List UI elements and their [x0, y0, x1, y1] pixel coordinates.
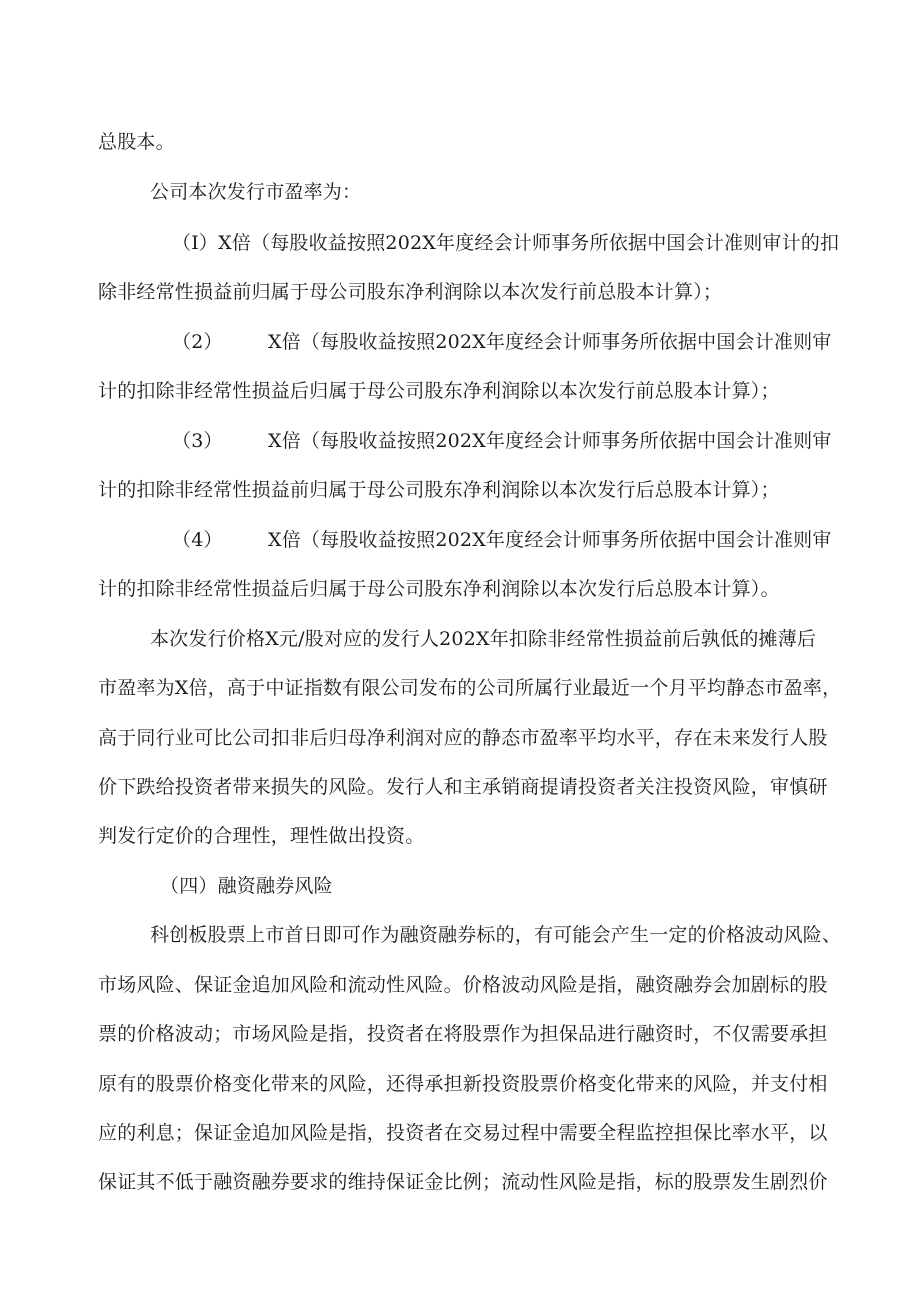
list-item-1-line: （I）X倍（每股收益按照202X年度经会计师事务所依据中国会计准则审计的扣 [172, 232, 840, 254]
list-item-2-number: （2） [172, 331, 223, 353]
paragraph-line: 总股本。 [98, 131, 175, 153]
list-item-3-line: 计的扣除非经常性损益前归属于母公司股东净利润除以本次发行后总股本计算）； [98, 479, 780, 501]
paragraph-line: 科创板股票上市首日即可作为融资融券标的，有可能会产生一定的价格波动风险、 [150, 924, 842, 946]
paragraph-line: 本次发行价格X元/股对应的发行人202X年扣除非经常性损益前后孰低的摊薄后 [150, 628, 817, 650]
list-item-1-line: 除非经常性损益前归属于母公司股东净利润除以本次发行前总股本计算）； [98, 281, 723, 303]
list-item-3-line: X倍（每股收益按照202X年度经会计师事务所依据中国会计准则审 [268, 430, 832, 452]
list-item-4-number: （4） [172, 529, 223, 551]
paragraph-line: 高于同行业可比公司扣非后归母净利润对应的静态市盈率平均水平，存在未来发行人股 [98, 727, 828, 749]
paragraph-line: 应的利息；保证金追加风险是指，投资者在交易过程中需要全程监控担保比率水平，以 [98, 1122, 828, 1144]
paragraph-line: 判发行定价的合理性，理性做出投资。 [98, 825, 425, 847]
list-item-4-line: 计的扣除非经常性损益后归属于母公司股东净利润除以本次发行后总股本计算）。 [98, 578, 780, 600]
list-item-3-number: （3） [172, 430, 223, 452]
paragraph-line: 保证其不低于融资融券要求的维持保证金比例；流动性风险是指，标的股票发生剧烈价 [98, 1171, 828, 1193]
paragraph-line: 公司本次发行市盈率为： [150, 181, 362, 203]
list-item-4-line: X倍（每股收益按照202X年度经会计师事务所依据中国会计准则审 [268, 529, 832, 551]
paragraph-line: 市场风险、保证金追加风险和流动性风险。价格波动风险是指，融资融券会加剧标的股 [98, 974, 828, 996]
section-heading: （四）融资融券风险 [160, 875, 333, 897]
paragraph-line: 原有的股票价格变化带来的风险，还得承担新投资股票价格变化带来的风险，并支付相 [98, 1073, 828, 1095]
list-item-2-line: X倍（每股收益按照202X年度经会计师事务所依据中国会计准则审 [268, 331, 832, 353]
paragraph-line: 价下跌给投资者带来损失的风险。发行人和主承销商提请投资者关注投资风险，审慎研 [98, 776, 828, 798]
list-item-2-line: 计的扣除非经常性损益后归属于母公司股东净利润除以本次发行前总股本计算）； [98, 380, 780, 402]
paragraph-line: 票的价格波动；市场风险是指，投资者在将股票作为担保品进行融资时，不仅需要承担 [98, 1023, 828, 1045]
paragraph-line: 市盈率为X倍，高于中证指数有限公司发布的公司所属行业最近一个月平均静态市盈率， [98, 677, 842, 699]
